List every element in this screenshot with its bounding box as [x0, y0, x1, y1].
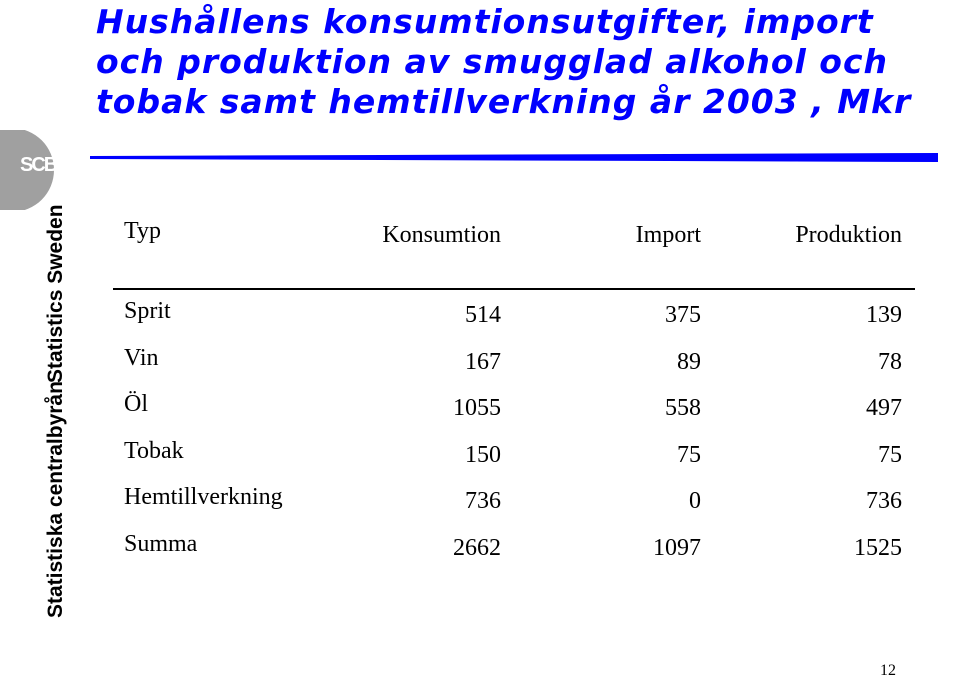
header-rule	[113, 288, 915, 290]
page-number: 12	[880, 662, 896, 679]
row-3-typ: Öl	[124, 391, 148, 417]
row-4-konsumtion: 150	[465, 442, 501, 468]
row-4-typ: Tobak	[124, 438, 184, 464]
row-5-konsumtion: 736	[465, 488, 501, 514]
row-2-typ: Vin	[124, 345, 159, 371]
row-4-import: 75	[677, 442, 701, 468]
row-3-konsumtion: 1055	[453, 395, 501, 421]
title-line-1: Hushållens konsumtionsutgifter, import	[96, 2, 874, 41]
row-1-import: 375	[665, 302, 701, 328]
row-6-produktion: 1525	[854, 535, 902, 561]
row-3-import: 558	[665, 395, 701, 421]
side-label-english: Statistics Sweden	[44, 204, 67, 383]
row-1-produktion: 139	[866, 302, 902, 328]
header-produktion: Produktion	[795, 222, 902, 248]
row-1-typ: Sprit	[124, 298, 171, 324]
row-2-import: 89	[677, 349, 701, 375]
row-5-import: 0	[689, 488, 701, 514]
header-typ: Typ	[124, 218, 161, 244]
row-2-produktion: 78	[878, 349, 902, 375]
title-line-3: tobak samt hemtillverkning år 2003 , Mkr	[96, 82, 912, 121]
side-label-swedish: Statistiska centralbyrån	[44, 381, 67, 618]
row-1-konsumtion: 514	[465, 302, 501, 328]
row-2-konsumtion: 167	[465, 349, 501, 375]
title-line-2: och produktion av smugglad alkohol och	[96, 42, 889, 81]
row-3-produktion: 497	[866, 395, 902, 421]
row-4-produktion: 75	[878, 442, 902, 468]
scb-logo-text: SCB	[20, 154, 57, 176]
row-6-import: 1097	[653, 535, 701, 561]
header-import: Import	[635, 222, 701, 248]
row-5-typ: Hemtillverkning	[124, 484, 283, 510]
header-konsumtion: Konsumtion	[382, 222, 501, 248]
row-6-konsumtion: 2662	[453, 535, 501, 561]
row-5-produktion: 736	[866, 488, 902, 514]
row-6-typ: Summa	[124, 531, 198, 557]
